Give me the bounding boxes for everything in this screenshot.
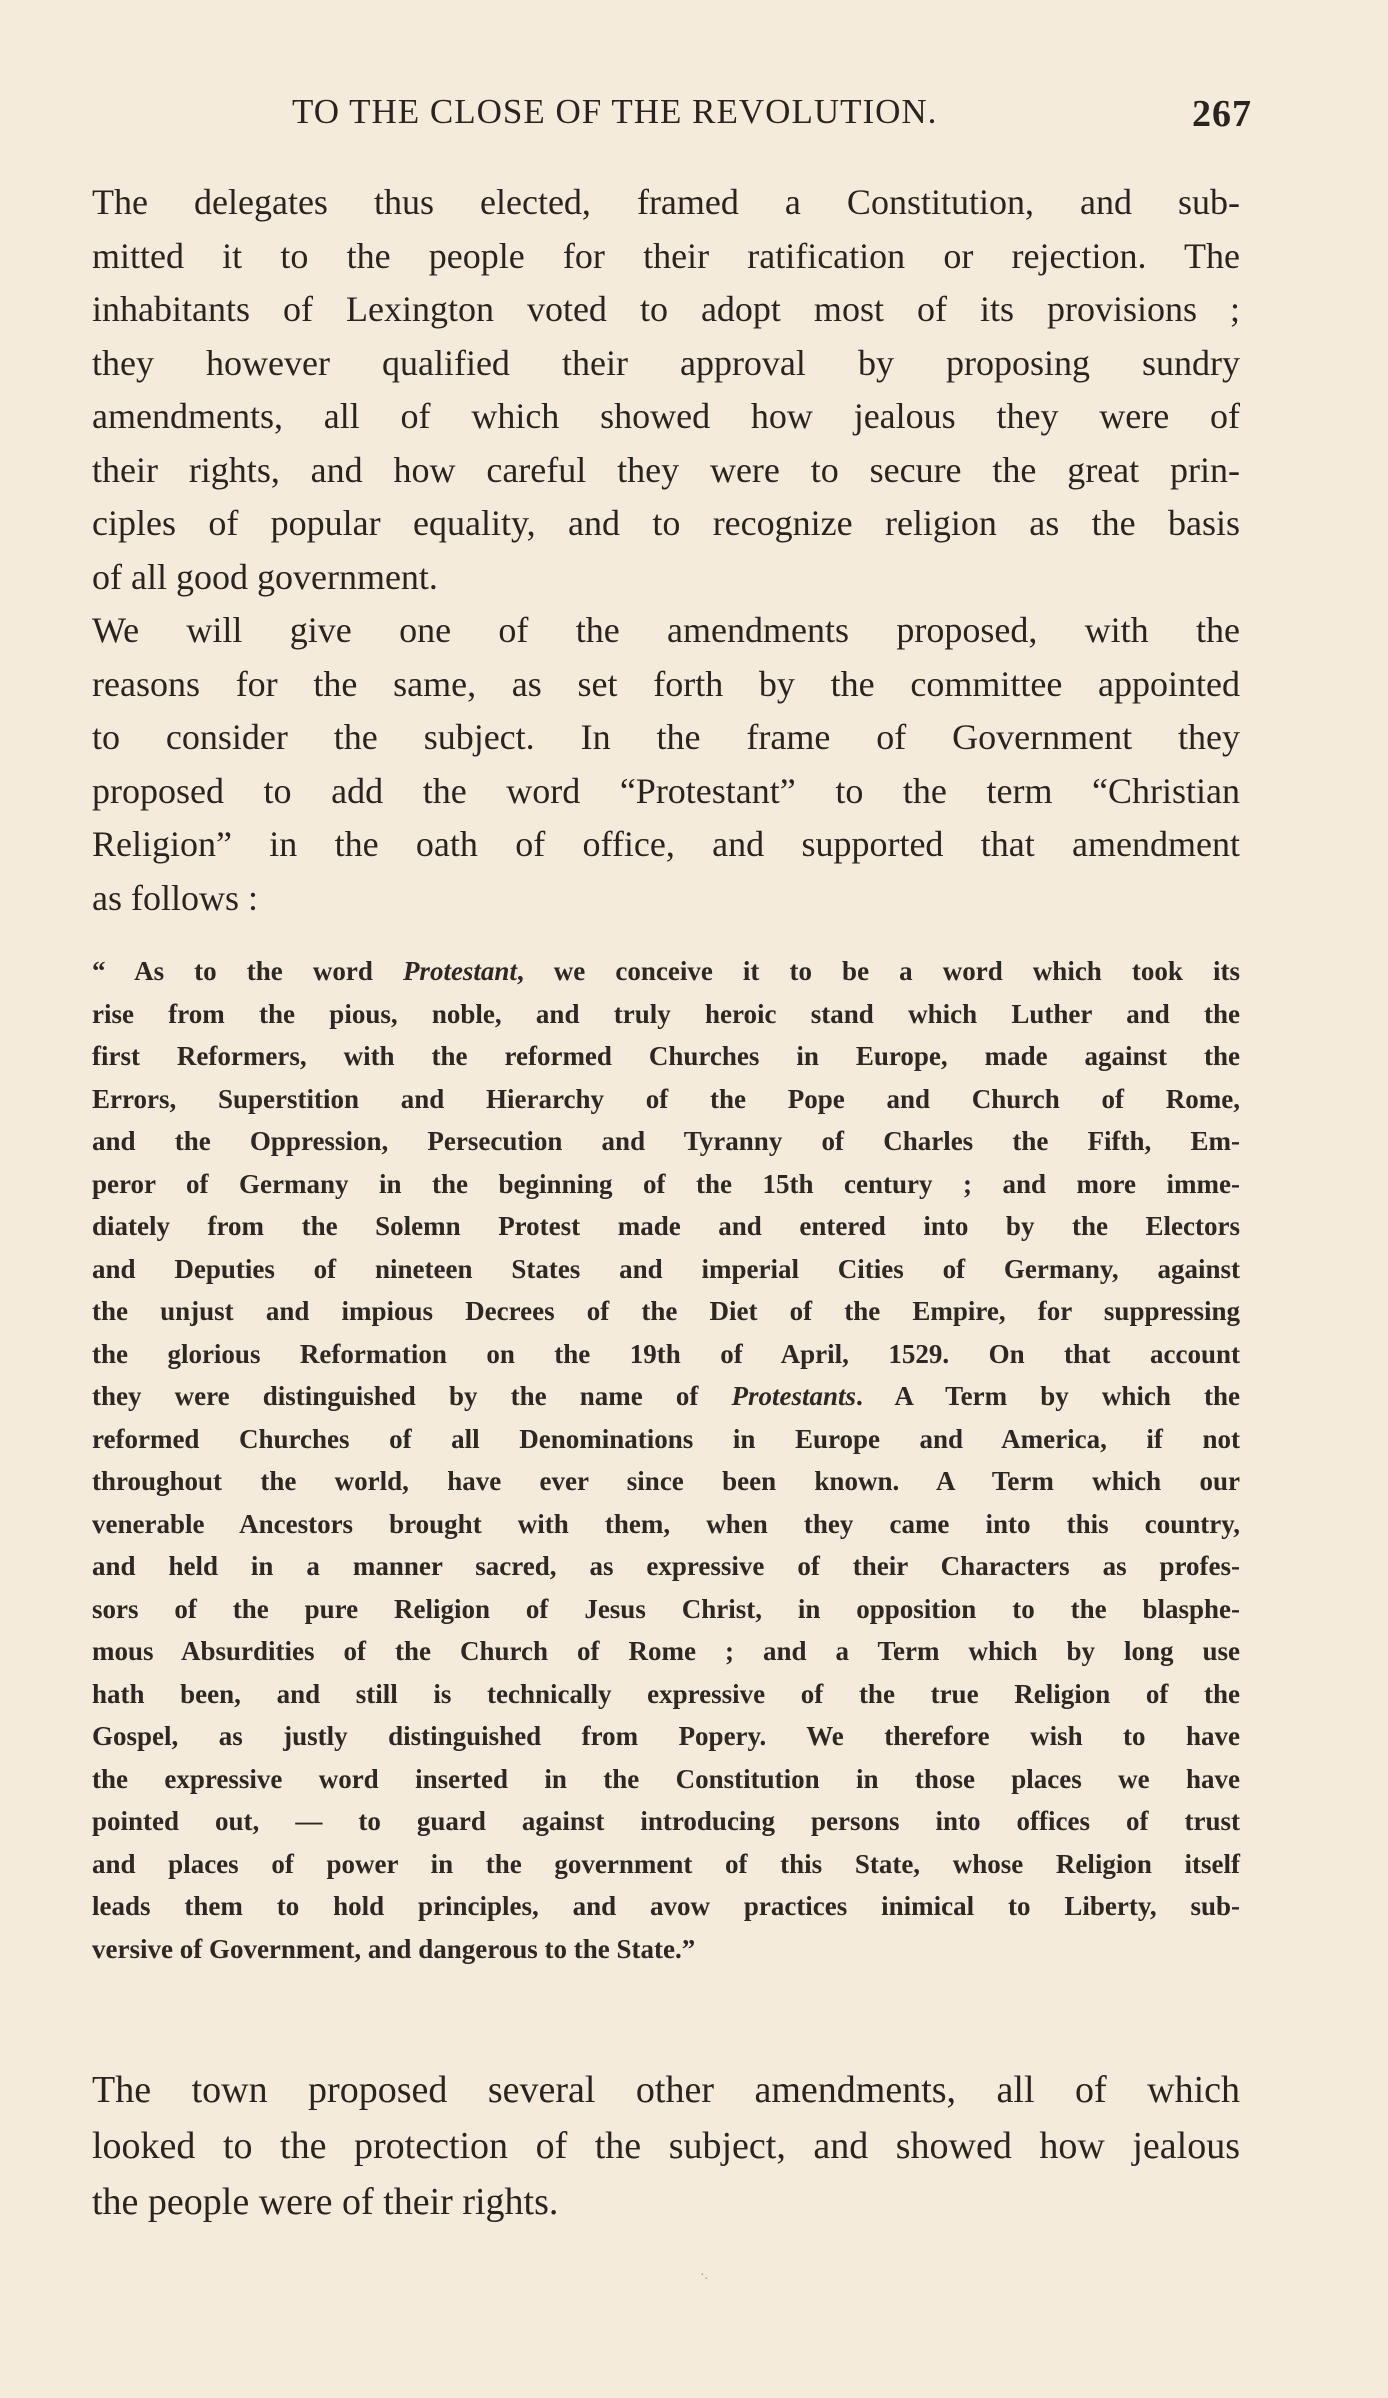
quote-line: pointed out, — to guard against introducing persons into offices of trust (92, 1806, 1240, 1836)
text-line: as follows : (92, 877, 258, 918)
quote-line: Gospel, as justly distinguished from Popery. We therefore wish to have (92, 1721, 1240, 1751)
running-title: TO THE CLOSE OF THE REVOLUTION. (292, 92, 938, 131)
quote-line: peror of Germany in the beginning of the 15th century ; and more imme- (92, 1168, 1240, 1199)
text-line: ciples of popular equality, and to recognize religion as the basis (92, 503, 1240, 543)
quote-line: first Reformers, with the reformed Churches in Europe, made against the (92, 1041, 1240, 1071)
text-line: inhabitants of Lexington voted to adopt most of its provisions ; (92, 289, 1240, 329)
quote-line: they were distinguished by the name of Protestants. A Term by which the (92, 1381, 1240, 1411)
italic-term: Protestants (731, 1381, 857, 1411)
text-line: The delegates thus elected, framed a Constitution, and sub- (92, 182, 1240, 222)
quote-line: venerable Ancestors brought with them, when they came into this country, (92, 1508, 1240, 1539)
paragraph-other-amendments (92, 2062, 1240, 2230)
page-number: 267 (1192, 93, 1252, 135)
text-line: to consider the subject. In the frame of Government they (92, 717, 1240, 757)
text-line: Religion” in the oath of office, and supported that amendment (92, 824, 1240, 864)
text-line: amendments, all of which showed how jealous they were of (92, 396, 1240, 436)
quote-line: the unjust and impious Decrees of the Diet of the Empire, for suppressing (92, 1296, 1240, 1326)
quote-line: “ As to the word Protestant, we conceive it to be a word which took its (92, 956, 1240, 986)
text-line: reasons for the same, as set forth by the committee appointed (92, 663, 1240, 704)
italic-term: Protestant (402, 956, 517, 986)
block-quote-protestant (92, 950, 1240, 1970)
quote-line: mous Absurdities of the Church of Rome ; and a Term which by long use (92, 1636, 1240, 1666)
paragraph-amendment-intro (92, 604, 1240, 925)
quote-line: and Deputies of nineteen States and imperial Cities of Germany, against (92, 1253, 1240, 1284)
quote-line: leads them to hold principles, and avow practices inimical to Liberty, sub- (92, 1891, 1240, 1921)
text-line: We will give one of the amendments proposed, with the (92, 610, 1240, 650)
quote-line: sors of the pure Religion of Jesus Christ, in opposition to the blasphe- (92, 1593, 1240, 1624)
quote-line: and held in a manner sacred, as expressive of their Characters as profes- (92, 1551, 1240, 1581)
quote-line: Errors, Superstition and Hierarchy of the Pope and Church of Rome, (92, 1083, 1240, 1114)
text-line: of all good government. (92, 556, 438, 597)
quote-line: the expressive word inserted in the Constitution in those places we have (92, 1763, 1240, 1794)
text-line: The town proposed several other amendments, all of which (92, 2069, 1240, 2111)
quote-line: versive of Government, and dangerous to the State.” (92, 1933, 696, 1964)
paragraph-constitution-delegates (92, 176, 1240, 604)
quote-line: diately from the Solemn Protest made and entered into by the Electors (92, 1211, 1240, 1241)
quote-line: hath been, and still is technically expressive of the true Religion of the (92, 1678, 1240, 1709)
paper-speck: ·. (700, 2268, 709, 2283)
quote-line: and the Oppression, Persecution and Tyranny of Charles the Fifth, Em- (92, 1126, 1240, 1156)
text-line: mitted it to the people for their ratification or rejection. The (92, 235, 1240, 276)
page-header (292, 92, 1252, 140)
quote-line: and places of power in the government of this State, whose Religion itself (92, 1848, 1240, 1879)
text-line: they however qualified their approval by proposing sundry (92, 342, 1240, 383)
text-line: looked to the protection of the subject, and showed how jealous (92, 2125, 1240, 2167)
quote-line: throughout the world, have ever since been known. A Term which our (92, 1466, 1240, 1496)
text-line: the people were of their rights. (92, 2181, 559, 2223)
quote-line: the glorious Reformation on the 19th of April, 1529. On that account (92, 1338, 1240, 1369)
quote-line: rise from the pious, noble, and truly heroic stand which Luther and the (92, 998, 1240, 1029)
text-line: proposed to add the word “Protestant” to the term “Christian (92, 770, 1240, 811)
quote-line: reformed Churches of all Denominations in Europe and America, if not (92, 1423, 1240, 1454)
text-line: their rights, and how careful they were to secure the great prin- (92, 449, 1240, 490)
